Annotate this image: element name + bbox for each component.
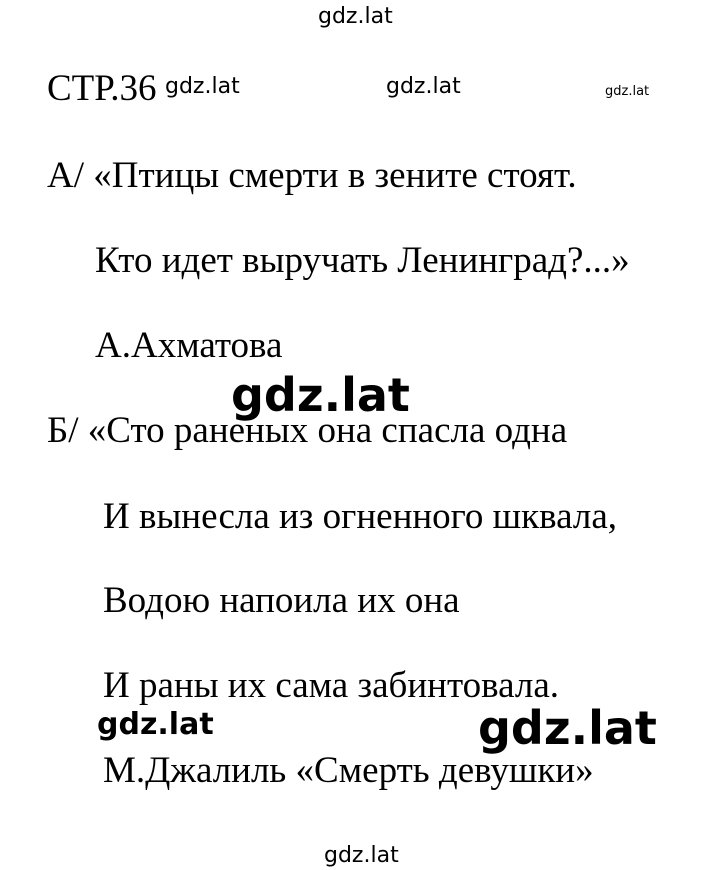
poem-a-line-2: Кто идет выручать Ленинград?...» [95, 240, 630, 281]
poem-b-line-4: И раны их сама забинтовала. [103, 665, 559, 706]
watermark-bottom: gdz.lat [324, 843, 399, 868]
poem-b-author: М.Джалиль «Смерть девушки» [103, 750, 594, 791]
watermark-header-2: gdz.lat [386, 74, 461, 99]
watermark-large-right: gdz.lat [478, 701, 657, 755]
watermark-large-middle: gdz.lat [231, 368, 410, 422]
poem-a-line-1: А/ «Птицы смерти в зените стоят. [47, 155, 577, 196]
watermark-lower-left: gdz.lat [97, 707, 214, 742]
watermark-header-1: gdz.lat [165, 74, 240, 99]
poem-b-line-2: И вынесла из огненного шквала, [103, 496, 618, 537]
watermark-header-3: gdz.lat [605, 84, 650, 99]
watermark-top: gdz.lat [318, 4, 393, 29]
page-number: СТР.36 [47, 68, 157, 109]
poem-b-line-3: Водою напоила их она [103, 580, 460, 621]
poem-b-line-1: Б/ «Сто раненых она спасла одна [47, 410, 568, 451]
poem-a-author: А.Ахматова [95, 325, 283, 366]
